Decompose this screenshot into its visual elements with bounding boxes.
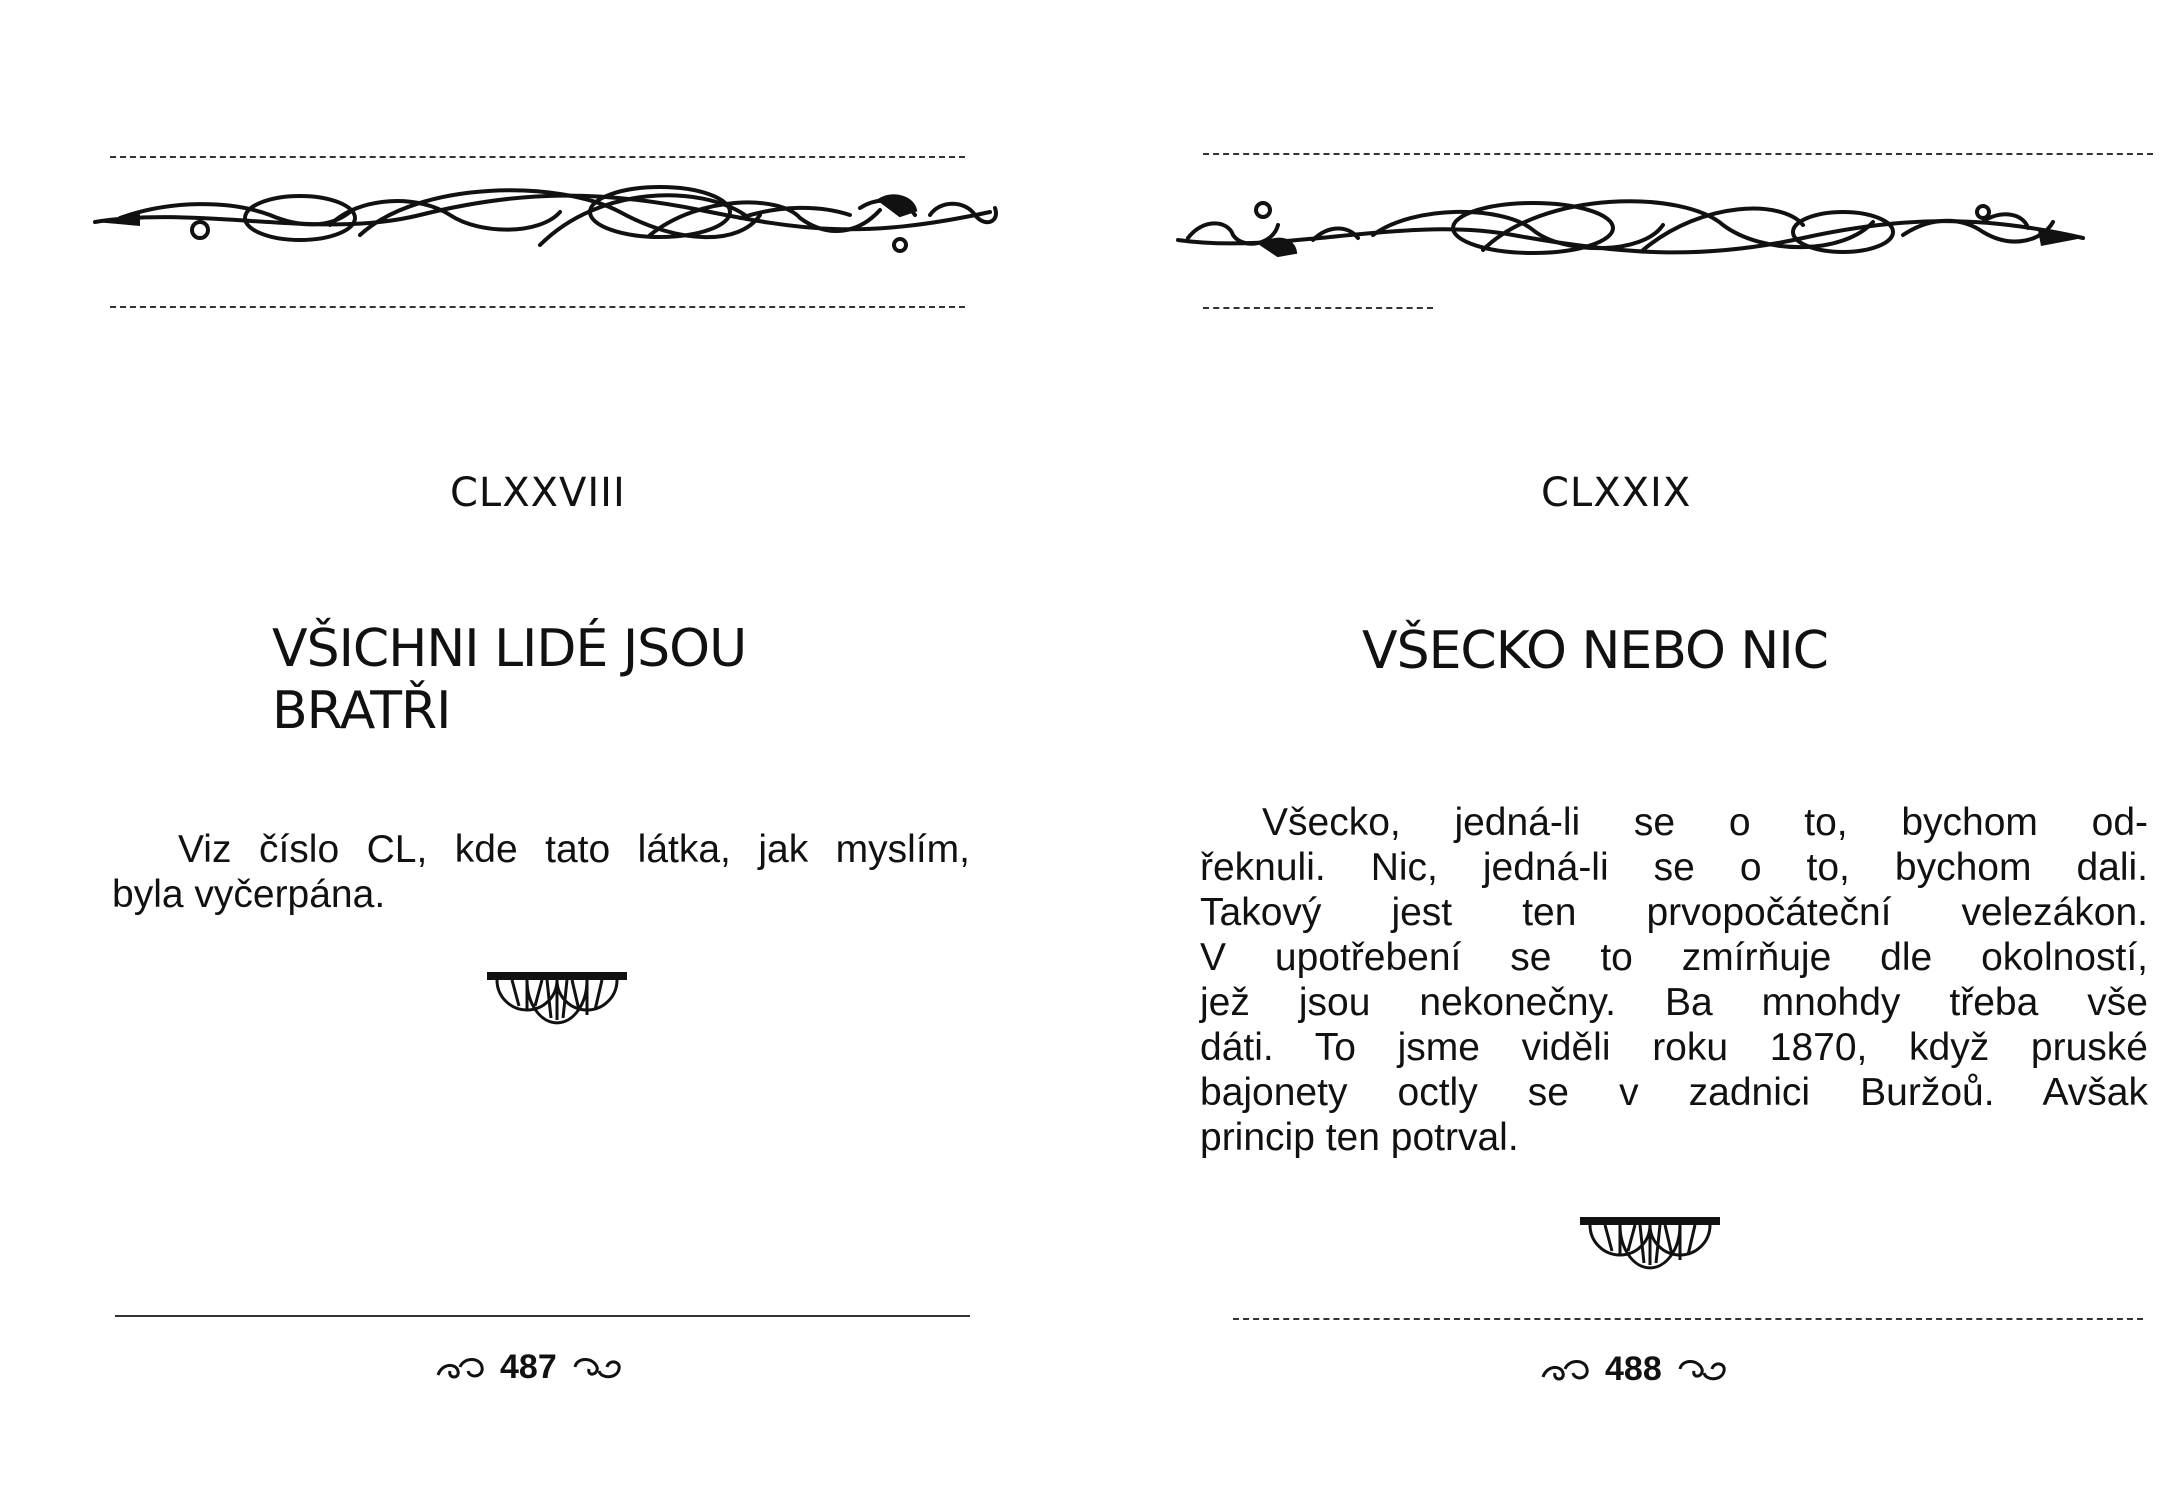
- body-line: Viz číslo CL, kde tato látka, jak myslím,: [178, 828, 970, 871]
- fan-tailpiece-ornament: [487, 970, 627, 1030]
- right-page: [1083, 0, 2166, 1500]
- top-rule-lower: [110, 306, 965, 308]
- body-line: bajonety octly se v zadnici Buržoů. Avšak: [1200, 1071, 2148, 1114]
- bottom-rule: [1233, 1318, 2143, 1320]
- chapter-numeral: CLXXIX: [1541, 470, 1692, 516]
- chapter-title-line: BRATŘI: [272, 681, 451, 741]
- curl-ornament: [1676, 1355, 1728, 1385]
- body-line: jež jsou nekonečny. Ba mnohdy třeba vše: [1200, 981, 2148, 1024]
- chapter-title: [272, 618, 746, 742]
- bottom-rule: [115, 1315, 970, 1317]
- curl-ornament: [571, 1353, 623, 1383]
- body-line: dáti. To jsme viděli roku 1870, když pruské: [1200, 1026, 2148, 1069]
- body-line: Všecko, jedná-li se o to, bychom od-: [1262, 801, 2148, 844]
- body-line: byla vyčerpána.: [112, 873, 386, 916]
- body-paragraph: [1200, 800, 2148, 1160]
- page-number: 487: [500, 1348, 557, 1386]
- top-rule-lower: [1203, 307, 1433, 309]
- scroll-headpiece-ornament: [0, 0, 1083, 300]
- chapter-title: VŠECKO NEBO NIC: [1362, 621, 1828, 681]
- body-line: řeknuli. Nic, jedná-li se o to, bychom dali.: [1200, 846, 2148, 889]
- body-paragraph: [112, 827, 970, 917]
- chapter-title-line: VŠICHNI LIDÉ JSOU: [272, 619, 747, 679]
- fan-tailpiece-ornament: [1580, 1215, 1720, 1275]
- chapter-numeral: CLXXVIII: [450, 470, 626, 516]
- body-line: Takový jest ten prvopočáteční velezákon.: [1200, 891, 2148, 934]
- curl-ornament: [434, 1353, 486, 1383]
- curl-ornament: [1539, 1355, 1591, 1385]
- page-number: 488: [1605, 1350, 1662, 1388]
- page-folio: [1539, 1350, 1728, 1389]
- body-line: princip ten potrval.: [1200, 1116, 1519, 1159]
- page-folio: [434, 1348, 623, 1387]
- body-line: V upotřebení se to zmírňuje dle okolností,: [1200, 936, 2148, 979]
- scroll-headpiece-ornament: [1083, 0, 2166, 300]
